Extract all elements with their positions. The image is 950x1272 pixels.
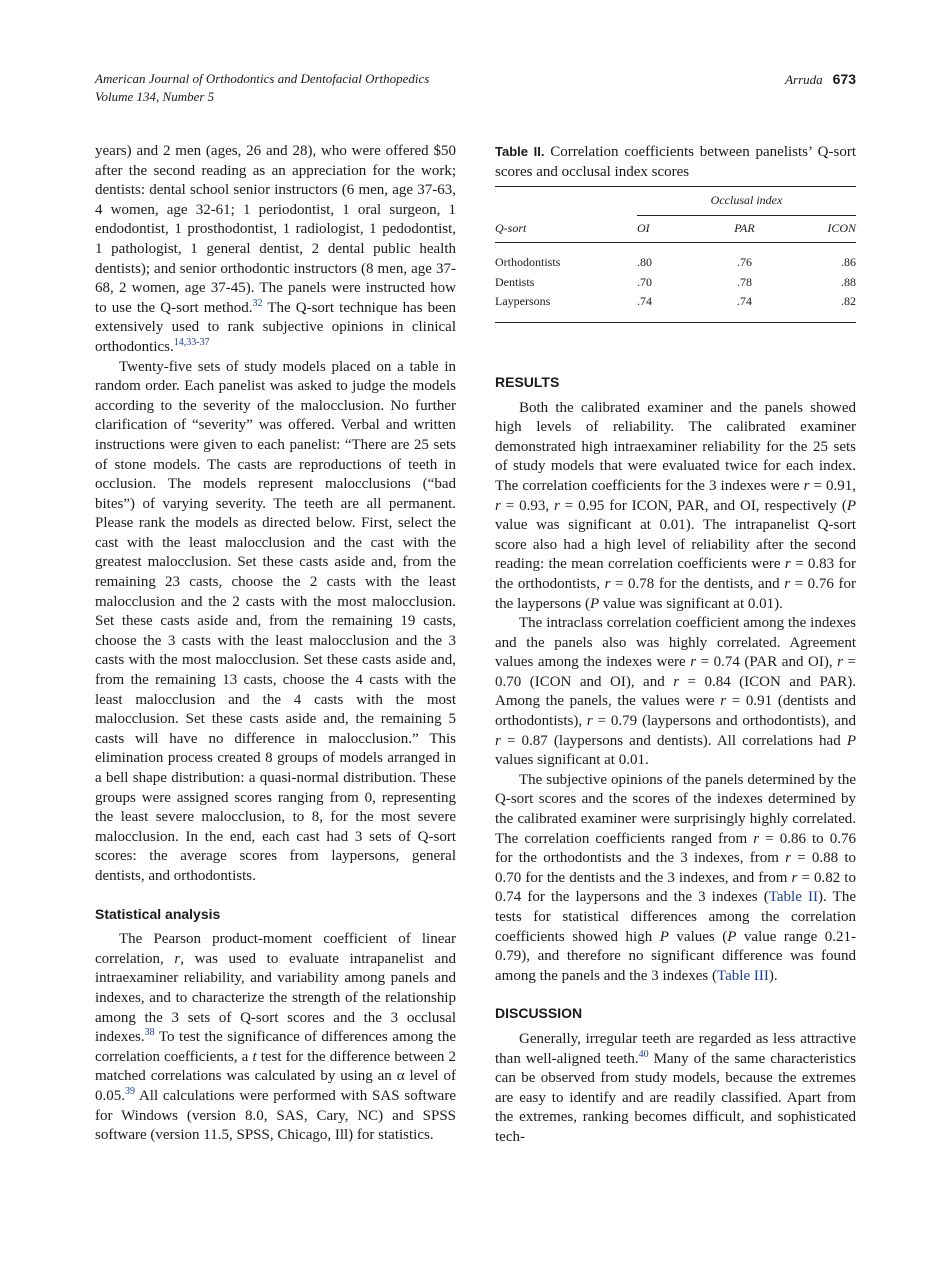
table-cell: .78 bbox=[737, 274, 752, 289]
text-run: The Q-sort technique has been extensively used to rank subjective opinions in clinical orthodontics. bbox=[95, 299, 457, 355]
table-label: Table II. bbox=[495, 144, 545, 159]
text-run: values significant at 0.01. bbox=[495, 752, 649, 769]
text-run: = 0.78 for the dentists, and bbox=[610, 575, 785, 592]
symbol-p: P bbox=[727, 928, 737, 945]
left-column bbox=[95, 142, 456, 1146]
text-run: years) and 2 men (ages, 26 and 28), who were offered $50 after the second reading as an appreciation for the work; dentists: dental school senior instructors (6 men, age 37-63, 4 women, age 32-61; 1 periodontist, 1 oral surgeon, 1 endodontist, 1 prosthodontist, 1 radiologist, 1 pedodontist, 1 pathologist, 1 general dentist, 2 dental public health dentists); and senior orthodontic instructors (8 men, age 37-68, 2 women, age 37-45). The panels were instructed how to use the Q-sort method. bbox=[95, 143, 456, 316]
paragraph-panels bbox=[95, 142, 456, 358]
text-run: = 0.70 (ICON and OI), and bbox=[495, 654, 856, 690]
running-header bbox=[95, 70, 429, 106]
caption-text: Correlation coefficients between panelists’ Q-sort scores and occlusal index scores bbox=[495, 144, 857, 180]
text-run: = 0.76 for the laypersons ( bbox=[495, 575, 856, 612]
row-label: Laypersons bbox=[495, 292, 637, 322]
text-run: To test the significance of differences among the correlation coefficients, a bbox=[95, 1029, 456, 1065]
text-run: values ( bbox=[668, 928, 728, 945]
text-run: = 0.79 (laypersons and orthodontists), and bbox=[592, 713, 856, 730]
text-run: = 0.91, bbox=[809, 477, 856, 494]
author-name: Arruda bbox=[785, 72, 823, 87]
journal-title: American Journal of Orthodontics and Dentofacial Orthopedics bbox=[95, 71, 430, 86]
table-row bbox=[495, 243, 856, 273]
paragraph-subjective bbox=[495, 771, 856, 987]
text-run: = 0.87 (laypersons and dentists). All correlations had bbox=[500, 732, 847, 749]
text-run: = 0.91 (dentists and orthodontists), bbox=[495, 693, 856, 730]
page-number: 673 bbox=[832, 71, 856, 87]
section-heading-discussion: DISCUSSION bbox=[495, 1005, 583, 1022]
paragraph-discussion bbox=[495, 1030, 856, 1148]
text-run: The Pearson product-moment coefficient of linear correlation, bbox=[95, 931, 456, 967]
symbol-r: r bbox=[720, 693, 727, 710]
symbol-r: r bbox=[554, 497, 560, 514]
citation-link[interactable]: 32 bbox=[252, 297, 263, 309]
text-run: value was significant at 0.01). bbox=[599, 595, 783, 612]
paragraph-statistics bbox=[95, 930, 456, 1146]
table-cell: .88 bbox=[841, 274, 856, 289]
symbol-r: r bbox=[791, 869, 798, 886]
text-run: = 0.82 to 0.74 for the laypersons and the 3 indexes ( bbox=[495, 869, 856, 906]
table-row bbox=[495, 273, 856, 293]
text-run: Many of the same characteristics can be observed from study models, because the extremes are easy to identify and are readily classified. Apart from the extremes, ranking becomes difficult, and sophisticated tech- bbox=[495, 1050, 856, 1145]
journal-volume: Volume 134, Number 5 bbox=[95, 89, 215, 104]
citation-link[interactable]: 40 bbox=[638, 1048, 649, 1060]
row-label: Orthodontists bbox=[495, 255, 561, 270]
symbol-r: r bbox=[784, 575, 791, 592]
text-run: test for the difference between 2 matched correlations was calculated by using an α level of 0.05. bbox=[95, 1048, 456, 1104]
text-run: = 0.84 (ICON and PAR). Among the panels, the values were bbox=[495, 673, 856, 710]
text-run: Generally, irregular teeth are regarded as less attractive than well-aligned teeth. bbox=[495, 1030, 856, 1067]
symbol-p: P bbox=[846, 497, 856, 514]
row-header: Q-sort bbox=[495, 216, 637, 243]
symbol-t: t bbox=[252, 1048, 257, 1065]
page-header-right bbox=[785, 70, 856, 89]
table-caption bbox=[495, 142, 856, 182]
paragraph-intraclass bbox=[495, 614, 856, 771]
symbol-r: r bbox=[604, 575, 611, 592]
text-run: The intraclass correlation coefficient among the indexes and the panels also was highly correlated. Agreement values among the indexes were bbox=[495, 615, 856, 671]
citation-link[interactable]: 14,33-37 bbox=[173, 336, 210, 348]
table-cell: .82 bbox=[792, 292, 856, 322]
symbol-r: r bbox=[495, 732, 501, 749]
correlation-table bbox=[495, 186, 856, 323]
table-row bbox=[495, 292, 856, 322]
symbol-r: r bbox=[803, 477, 810, 494]
symbol-r: r bbox=[837, 654, 843, 671]
text-run: value range 0.21-0.79), and therefore no significant difference was found among the panels and the 3 indexes ( bbox=[495, 928, 856, 984]
column-header: PAR bbox=[697, 216, 792, 243]
citation-link[interactable]: 38 bbox=[144, 1027, 155, 1039]
text-run: = 0.93, bbox=[500, 497, 555, 514]
text-run: ). bbox=[768, 967, 778, 984]
symbol-r: r bbox=[586, 713, 593, 730]
text-run: All calculations were performed with SAS software for Windows (version 8.0, SAS, Cary, NC) and SPSS software (version 11.5, SPSS, Chicago, Ill) for statistics. bbox=[95, 1087, 456, 1144]
paragraph-reliability bbox=[495, 399, 856, 615]
column-header: ICON bbox=[792, 216, 856, 243]
table-cell: .74 bbox=[637, 292, 697, 322]
text-run: The subjective opinions of the panels determined by the Q-sort scores and the scores of the indexes determined by the calibrated examiner were surprisingly highly correlated. The correlation coefficients ranged from bbox=[495, 771, 856, 847]
table-cell: .86 bbox=[841, 255, 856, 270]
table-iii-link[interactable]: Table III bbox=[717, 967, 769, 984]
table-cell: .74 bbox=[697, 292, 792, 322]
table-ii-link[interactable]: Table II bbox=[768, 889, 819, 906]
table-header-row bbox=[495, 216, 856, 243]
column-header: OI bbox=[637, 216, 697, 243]
table-cell: .80 bbox=[637, 255, 652, 270]
text-run: = 0.74 (PAR and OI), bbox=[696, 654, 838, 671]
symbol-r: r bbox=[673, 673, 680, 690]
symbol-p: P bbox=[589, 595, 600, 612]
symbol-r: r bbox=[785, 850, 791, 867]
text-run: , was used to evaluate intrapanelist and intraexaminer reliability, and variability among panels and indexes, and to characterize the strength of the relationship among the 3 sets of Q-sort scores and the 3 occlusal indexes. bbox=[95, 950, 457, 1046]
paragraph-procedure: Twenty-five sets of study models placed on a table in random order. Each panelist was asked to judge the models according to the severity of the malocclusion. No further clarification of “severity” was offered. Verbal and written instructions were given to each panelist: “There are 25 sets of stone models. The casts are reproductions of teeth in occlusion. The models represent malocclusions (“bad bites”) of varying severity. The teeth are all permanent. Please rank the models as directed below. First, select the cast with the least malocclusion and the cast with the greatest malocclusion. Set these casts aside and, from the remaining 23 casts, choose the 2 casts with the least malocclusion and the 2 casts with the most malocclusion. Set these casts aside and, from the remaining 19 casts, choose the 3 casts with the least malocclusion and the 3 casts with the most malocclusion. Set these casts aside and, from the remaining 13 casts, choose the 4 casts with the least malocclusion and the 4 casts with the most malocclusion. Set these casts aside and, the remaining 5 casts will have no difference in malocclusion.” This elimination process created 8 groups of models arranged in a bell shape distribution: a quasi-normal distribution. These groups were assigned scores ranging from 0, representing the least severe malocclusion, to 8, for the most severe malocclusion. In the end, each cast had 3 sets of Q-sort scores: the average scores from laypersons, general dentists, and orthodontists. bbox=[95, 358, 456, 884]
table-cell: .70 bbox=[637, 274, 652, 289]
text-run: = 0.95 for ICON, PAR, and OI, respectively ( bbox=[559, 497, 847, 514]
symbol-r: r bbox=[784, 556, 791, 573]
text-run: = 0.83 for the orthodontists, bbox=[495, 556, 856, 592]
span-header: Occlusal index bbox=[637, 187, 856, 216]
symbol-r: r bbox=[690, 654, 697, 671]
row-label: Dentists bbox=[495, 274, 535, 289]
table-span-header-row bbox=[495, 187, 856, 216]
symbol-p: P bbox=[659, 928, 669, 945]
text-run: Both the calibrated examiner and the panels showed high levels of reliability. The calibrated examiner demonstrated high intraexaminer reliability for the 25 sets of study models that were evaluated twice for each index. The correlation coefficients for the 3 indexes were bbox=[495, 399, 856, 494]
symbol-r: r bbox=[174, 950, 181, 967]
text-run: ). The tests for statistical differences among the correlation coefficients showed high bbox=[495, 889, 856, 945]
right-column bbox=[495, 142, 856, 1148]
section-heading-results: RESULTS bbox=[495, 373, 560, 390]
citation-link[interactable]: 39 bbox=[125, 1085, 135, 1097]
text-run: value was significant at 0.01). The intrapanelist Q-sort score also had a high level of reliability after the second reading: the mean correlation coefficients were bbox=[495, 517, 856, 573]
text-run: = 0.88 to 0.70 for the dentists and the 3 indexes, and from bbox=[495, 850, 856, 886]
symbol-r: r bbox=[753, 830, 760, 847]
table-cell: .76 bbox=[737, 255, 752, 270]
section-heading-statistical-analysis: Statistical analysis bbox=[95, 905, 221, 922]
text-run: = 0.86 to 0.76 for the orthodontists and the 3 indexes, from bbox=[495, 830, 856, 867]
symbol-r: r bbox=[495, 497, 501, 514]
symbol-p: P bbox=[846, 732, 856, 749]
